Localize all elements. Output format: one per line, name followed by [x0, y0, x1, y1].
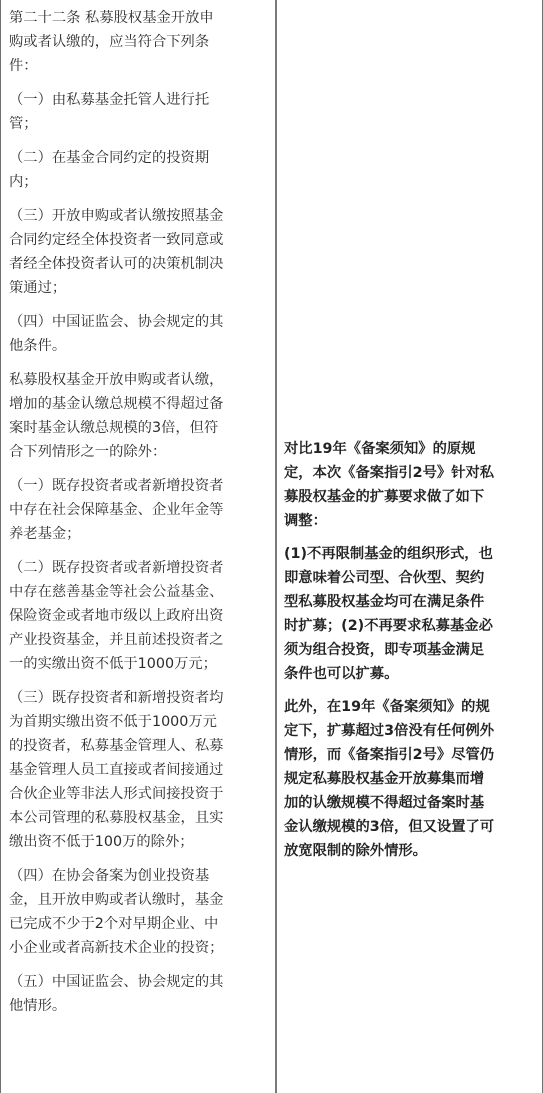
commentary-paragraph: 此外，在19年《备案须知》的规 定下，扩募超过3倍没有任何例外 情形，而《备案指引2号》尽管仍 规定私募股权基金开放募集而增 加的认缴规模不得超过备案时基 金认缴规模的3倍，但又设置了可 放宽限制的除外情形。: [284, 699, 495, 859]
regulation-paragraph: 私募股权基金开放申购或者认缴， 增加的基金认缴总规模不得超过备 案时基金认缴总规模的3倍，但符 合下列情形之一的除外：: [9, 372, 224, 460]
column-divider: [275, 0, 277, 1093]
regulation-paragraph: （四）中国证监会、协会规定的其 他条件。: [9, 314, 224, 354]
commentary-column: [284, 437, 534, 863]
regulation-paragraph: （二）既存投资者或者新增投资者 中存在慈善基金等社会公益基金、 保险资金或者地市级以上政府出资 产业投资基金，并且前述投资者之 一的实缴出资不低于1000万元；: [9, 560, 224, 672]
commentary-paragraph: (1)不再限制基金的组织形式，也 即意味着公司型、合伙型、契约 型私募股权基金均可在满足条件 时扩募；(2)不再要求私募基金必 须为组合投资，即专项基金满足 条件也可以扩募。: [284, 546, 493, 682]
regulation-paragraph: 第二十二条 私募股权基金开放申 购或者认缴的，应当符合下列条 件：: [9, 10, 214, 74]
commentary-paragraph: 对比19年《备案须知》的原规 定，本次《备案指引2号》针对私 募股权基金的扩募要求做了如下 调整：: [284, 441, 495, 529]
regulation-paragraph: （五）中国证监会、协会规定的其 他情形。: [9, 974, 224, 1014]
regulation-text-column: [9, 0, 271, 1018]
regulation-paragraph: （三）开放申购或者认缴按照基金 合同约定经全体投资者一致同意或 者经全体投资者认可的决策机制决 策通过；: [9, 208, 224, 296]
regulation-paragraph: （一）既存投资者或者新增投资者 中存在社会保障基金、企业年金等 养老基金；: [9, 478, 224, 542]
regulation-paragraph: （四）在协会备案为创业投资基 金，且开放申购或者认缴时，基金 已完成不少于2个对早期企业、中 小企业或者高新技术企业的投资；: [9, 868, 224, 956]
regulation-paragraph: （三）既存投资者和新增投资者均 为首期实缴出资不低于1000万元 的投资者，私募基金管理人、私募 基金管理人员工直接或者间接通过 合伙企业等非法人形式间接投资于 本公司管理的私募股权基金，且实 缴出资不低于100万的除外；: [9, 690, 224, 850]
regulation-paragraph: （二）在基金合同约定的投资期 内；: [9, 150, 210, 190]
regulation-paragraph: （一）由私募基金托管人进行托 管；: [9, 92, 210, 132]
